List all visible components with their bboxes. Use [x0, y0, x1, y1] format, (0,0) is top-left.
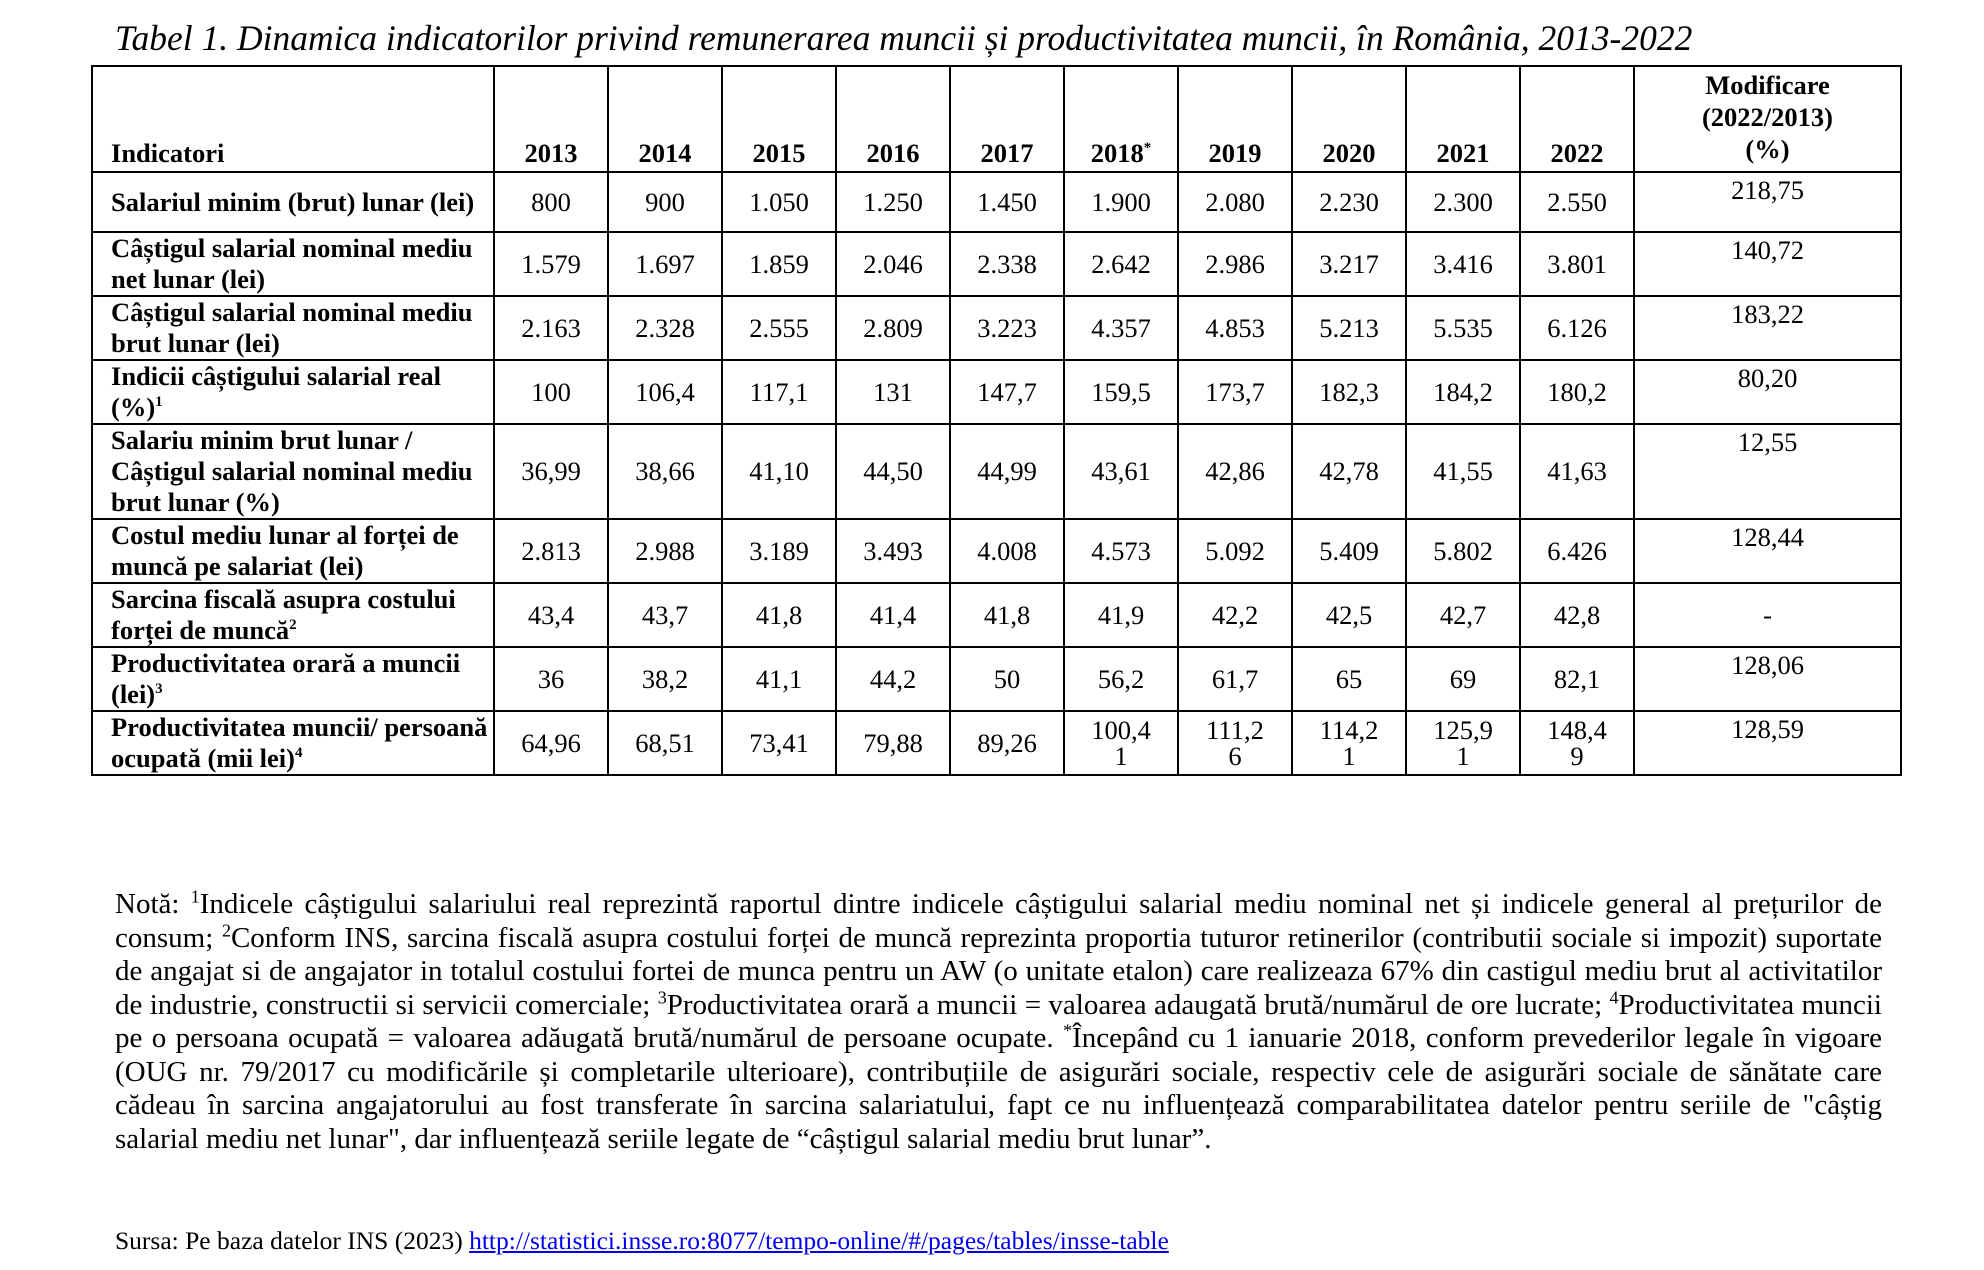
- modification-cell: 140,72: [1634, 232, 1901, 296]
- table-cell: 43,4: [494, 583, 608, 647]
- header-year: 2018*: [1064, 66, 1178, 172]
- row-label: Câștigul salarial nominal mediu brut lunar (lei): [92, 296, 494, 360]
- table-cell: 41,9: [1064, 583, 1178, 647]
- table-cell: 42,78: [1292, 424, 1406, 519]
- table-cell: 42,8: [1520, 583, 1634, 647]
- table-cell: 50: [950, 647, 1064, 711]
- table-cell: 2.046: [836, 232, 950, 296]
- table-cell: 1.450: [950, 172, 1064, 232]
- header-modification: Modificare (2022/2013) (%): [1634, 66, 1901, 172]
- row-label: Productivitatea muncii/ persoană ocupată (mii lei)$^4$: [92, 711, 494, 775]
- table-cell: 3.493: [836, 519, 950, 583]
- table-body: [92, 172, 1901, 775]
- table-cell: 1.050: [722, 172, 836, 232]
- footnote-mark: 1: [155, 394, 163, 411]
- source-link[interactable]: http://statistici.insse.ro:8077/tempo-online/#/pages/tables/insse-table: [469, 1226, 1169, 1255]
- table-cell: 43,7: [608, 583, 722, 647]
- table-cell: 4.008: [950, 519, 1064, 583]
- table-cell: 3.801: [1520, 232, 1634, 296]
- table-cell: 900: [608, 172, 722, 232]
- table-cell: 4.357: [1064, 296, 1178, 360]
- table-row: [92, 583, 1901, 647]
- table-cell: 44,50: [836, 424, 950, 519]
- table-cell: 79,88: [836, 711, 950, 775]
- table-cell: 100,4 1: [1064, 711, 1178, 775]
- modification-cell: 183,22: [1634, 296, 1901, 360]
- table-cell: 6.426: [1520, 519, 1634, 583]
- table-cell: 2.988: [608, 519, 722, 583]
- table-cell: 2.550: [1520, 172, 1634, 232]
- table-cell: 5.802: [1406, 519, 1520, 583]
- header-year: 2016: [836, 66, 950, 172]
- modification-cell: 12,55: [1634, 424, 1901, 519]
- footnote-mark: 2: [289, 617, 297, 634]
- table-cell: 41,8: [950, 583, 1064, 647]
- table-cell: 36,99: [494, 424, 608, 519]
- table-title: Tabel 1. Dinamica indicatorilor privind remunerarea muncii și productivitatea muncii, în România, 2013-2022: [115, 18, 1693, 58]
- row-label: Indicii câștigului salarial real (%)$^1$: [92, 360, 494, 424]
- table-cell: 1.250: [836, 172, 950, 232]
- table-cell: 41,10: [722, 424, 836, 519]
- row-label: Sarcina fiscală asupra costului forței de muncă$^2$: [92, 583, 494, 647]
- table-cell: 44,2: [836, 647, 950, 711]
- table-cell: 65: [1292, 647, 1406, 711]
- table-cell: 43,61: [1064, 424, 1178, 519]
- table-cell: 1.579: [494, 232, 608, 296]
- table-cell: 5.213: [1292, 296, 1406, 360]
- table-cell: 2.809: [836, 296, 950, 360]
- header-year: 2017: [950, 66, 1064, 172]
- year-footnote-mark: *: [1143, 140, 1152, 157]
- table-cell: 42,2: [1178, 583, 1292, 647]
- table-cell: 41,63: [1520, 424, 1634, 519]
- header-indicators: Indicatori: [92, 66, 494, 172]
- table-cell: 4.853: [1178, 296, 1292, 360]
- header-year: 2021: [1406, 66, 1520, 172]
- table-cell: 73,41: [722, 711, 836, 775]
- table-cell: 100: [494, 360, 608, 424]
- modification-cell: -: [1634, 583, 1901, 647]
- table-cell: 38,66: [608, 424, 722, 519]
- table-cell: 5.092: [1178, 519, 1292, 583]
- table-cell: 1.697: [608, 232, 722, 296]
- table-cell: 68,51: [608, 711, 722, 775]
- table-cell: 2.555: [722, 296, 836, 360]
- footnote-mark: 3: [155, 681, 163, 698]
- modification-cell: 128,44: [1634, 519, 1901, 583]
- header-year: 2013: [494, 66, 608, 172]
- row-label: Salariu minim brut lunar / Câștigul salarial nominal mediu brut lunar (%): [92, 424, 494, 519]
- table-cell: 44,99: [950, 424, 1064, 519]
- table-cell: 2.986: [1178, 232, 1292, 296]
- table-row: [92, 647, 1901, 711]
- table-row: [92, 172, 1901, 232]
- table-cell: 114,2 1: [1292, 711, 1406, 775]
- table-cell: 131: [836, 360, 950, 424]
- table-cell: 36: [494, 647, 608, 711]
- table-cell: 182,3: [1292, 360, 1406, 424]
- table-cell: 41,55: [1406, 424, 1520, 519]
- table-cell: 159,5: [1064, 360, 1178, 424]
- source-text: Sursa: Pe baza datelor INS (2023): [115, 1226, 470, 1255]
- table-cell: 800: [494, 172, 608, 232]
- header-year: 2014: [608, 66, 722, 172]
- header-year: 2019: [1178, 66, 1292, 172]
- header-year: 2020: [1292, 66, 1406, 172]
- table-cell: 38,2: [608, 647, 722, 711]
- table-cell: 3.223: [950, 296, 1064, 360]
- header-year: 2022: [1520, 66, 1634, 172]
- table-cell: 4.573: [1064, 519, 1178, 583]
- table-cell: 41,4: [836, 583, 950, 647]
- table-cell: 184,2: [1406, 360, 1520, 424]
- table-cell: 1.859: [722, 232, 836, 296]
- table-cell: 3.416: [1406, 232, 1520, 296]
- table-cell: 106,4: [608, 360, 722, 424]
- table-row: [92, 296, 1901, 360]
- table-cell: 3.217: [1292, 232, 1406, 296]
- table-row: [92, 711, 1901, 775]
- table-cell: 180,2: [1520, 360, 1634, 424]
- table-cell: 5.409: [1292, 519, 1406, 583]
- table-cell: 42,7: [1406, 583, 1520, 647]
- table-cell: 2.328: [608, 296, 722, 360]
- header-year: 2015: [722, 66, 836, 172]
- modification-cell: 80,20: [1634, 360, 1901, 424]
- table-row: [92, 519, 1901, 583]
- table-cell: 41,1: [722, 647, 836, 711]
- table-cell: 173,7: [1178, 360, 1292, 424]
- table-row: [92, 424, 1901, 519]
- table-cell: 125,9 1: [1406, 711, 1520, 775]
- header-row: [92, 66, 1901, 172]
- table-cell: 1.900: [1064, 172, 1178, 232]
- table-cell: 61,7: [1178, 647, 1292, 711]
- table-cell: 6.126: [1520, 296, 1634, 360]
- table-cell: 2.642: [1064, 232, 1178, 296]
- table-cell: 82,1: [1520, 647, 1634, 711]
- table-row: [92, 360, 1901, 424]
- table-cell: 5.535: [1406, 296, 1520, 360]
- table-cell: 2.300: [1406, 172, 1520, 232]
- table-cell: 2.338: [950, 232, 1064, 296]
- source-line: [115, 1226, 1915, 1256]
- table-cell: 2.230: [1292, 172, 1406, 232]
- row-label: Salariul minim (brut) lunar (lei): [92, 172, 494, 232]
- row-label: Productivitatea orară a muncii (lei)$^3$: [92, 647, 494, 711]
- table-cell: 41,8: [722, 583, 836, 647]
- table-cell: 69: [1406, 647, 1520, 711]
- table-cell: 89,26: [950, 711, 1064, 775]
- table-cell: 42,86: [1178, 424, 1292, 519]
- row-label: Câștigul salarial nominal mediu net lunar (lei): [92, 232, 494, 296]
- modification-cell: 218,75: [1634, 172, 1901, 232]
- table-cell: 117,1: [722, 360, 836, 424]
- table-cell: 148,4 9: [1520, 711, 1634, 775]
- footnote-mark: 4: [295, 745, 303, 762]
- table-cell: 2.080: [1178, 172, 1292, 232]
- table-cell: 42,5: [1292, 583, 1406, 647]
- table-cell: 111,2 6: [1178, 711, 1292, 775]
- modification-cell: 128,06: [1634, 647, 1901, 711]
- table-cell: 64,96: [494, 711, 608, 775]
- modification-cell: 128,59: [1634, 711, 1901, 775]
- table-row: [92, 232, 1901, 296]
- table-cell: 147,7: [950, 360, 1064, 424]
- row-label: Costul mediu lunar al forței de muncă pe salariat (lei): [92, 519, 494, 583]
- table-cell: 2.163: [494, 296, 608, 360]
- table-cell: 56,2: [1064, 647, 1178, 711]
- data-table: [91, 65, 1902, 776]
- table-cell: 2.813: [494, 519, 608, 583]
- table-notes: Notă: $^1$Indicele câștigului salariului real reprezintă raportul dintre indicele câștigului salarial mediu nominal net și indicele general al prețurilor de consum; $^2$Conform INS, sarcina fiscală asupra costului forței de muncă reprezinta proportia tuturor retinerilor (contributii sociale si impozit) suportate de angajat si de angajator in totalul costului fortei de munca pentru un AW (o unitate etalon) care realizeaza 67% din castigul mediu brut al activitatilor de industrie, constructii si servicii comerciale; $^3$Productivitatea orară a muncii = valoarea adaugată brută/numărul de ore lucrate; $^4$Productivitatea muncii pe o persoana ocupată = valoarea adăugată brută/numărul de persoane ocupate. *Începând cu 1 ianuarie 2018, conform prevederilor legale în vigoare (OUG nr. 79/2017 cu modificările și completarile ulterioare), contribuțiile de asigurări sociale, respectiv cele de asigurări sociale de sănătate care cădeau în sarcina angajatorului au fost transferate în sarcina salariatului, fapt ce nu influențează comparabilitatea datelor pentru seriile de "câștig salarial mediu net lunar", dar influențează seriile legate de “câștigul salarial mediu brut lunar”.: [115, 886, 1883, 1155]
- table-cell: 3.189: [722, 519, 836, 583]
